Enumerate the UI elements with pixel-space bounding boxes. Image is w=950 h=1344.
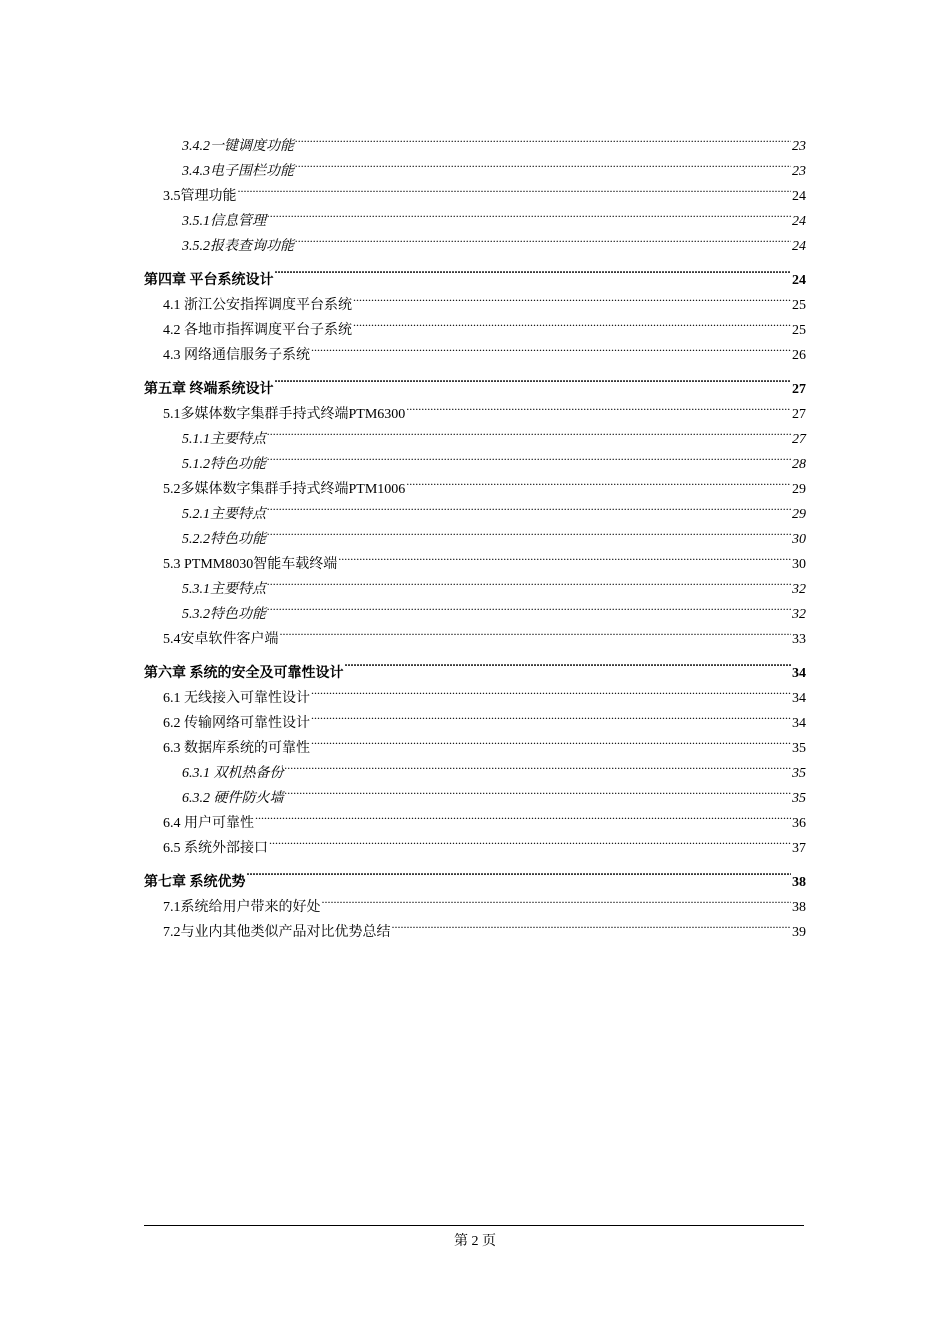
toc-leader-dots: [267, 200, 791, 225]
toc-leader-dots: [322, 886, 792, 911]
toc-entry-page: 24: [792, 239, 806, 254]
toc-entry-label: 7.2与业内其他类似产品对比优势总结: [163, 925, 391, 940]
toc-entry-label: 6.3.2 硬件防火墙: [182, 791, 284, 806]
toc-leader-dots: [280, 618, 792, 643]
toc-leader-dots: [255, 802, 791, 827]
toc-entry-page: 32: [792, 582, 806, 597]
toc-entry-page: 29: [792, 482, 806, 497]
toc-entry-page: 23: [792, 139, 806, 154]
toc-entry-label: 3.5管理功能: [163, 189, 237, 204]
toc-entry-label: 6.3 数据库系统的可靠性: [163, 741, 310, 756]
table-of-contents: [144, 125, 806, 940]
toc-leader-dots: [247, 852, 792, 886]
toc-leader-dots: [238, 175, 792, 200]
toc-entry-page: 25: [792, 298, 806, 313]
toc-leader-dots: [267, 518, 791, 543]
toc-entry-label: 4.1 浙江公安指挥调度平台系统: [163, 298, 352, 313]
toc-leader-dots: [311, 702, 791, 727]
toc-entry-label: 4.2 各地市指挥调度平台子系统: [163, 323, 352, 338]
toc-entry-label: 5.3 PTMM8030智能车载终端: [163, 557, 338, 572]
toc-entry-page: 24: [792, 214, 806, 229]
toc-entry-label: 5.3.2特色功能: [182, 607, 266, 622]
toc-leader-dots: [353, 284, 791, 309]
toc-leader-dots: [267, 418, 791, 443]
footer-divider: [144, 1225, 804, 1226]
toc-entry-label: 6.4 用户可靠性: [163, 816, 254, 831]
toc-entry-page: 27: [792, 432, 806, 447]
toc-leader-dots: [311, 334, 791, 359]
toc-leader-dots: [392, 911, 792, 936]
toc-entry-page: 32: [792, 607, 806, 622]
toc-leader-dots: [311, 727, 791, 752]
toc-leader-dots: [311, 677, 791, 702]
toc-entry-label: 第五章 终端系统设计: [144, 382, 274, 397]
page-number: 第 2 页: [454, 1234, 496, 1249]
toc-entry-page: 38: [792, 900, 806, 915]
toc-leader-dots: [406, 468, 791, 493]
toc-entry-label: 6.3.1 双机热备份: [182, 766, 284, 781]
toc-leader-dots: [267, 593, 791, 618]
toc-leader-dots: [338, 543, 791, 568]
toc-leader-dots: [295, 150, 791, 175]
toc-entry-page: 24: [792, 189, 806, 204]
toc-entry-page: 34: [792, 666, 806, 681]
toc-leader-dots: [295, 225, 791, 250]
toc-leader-dots: [285, 777, 792, 802]
toc-entry-page: 27: [792, 382, 806, 397]
toc-entry-label: 7.1系统给用户带来的好处: [163, 900, 321, 915]
toc-leader-dots: [275, 250, 792, 284]
toc-entry-label: 第四章 平台系统设计: [144, 273, 274, 288]
toc-entry-label: 第六章 系统的安全及可靠性设计: [144, 666, 344, 681]
toc-entry-label: 3.5.2报表查询功能: [182, 239, 294, 254]
toc-entry-page: 30: [792, 557, 806, 572]
toc-entry-page: 35: [792, 791, 806, 806]
toc-entry-label: 4.3 网络通信服务子系统: [163, 348, 310, 363]
toc-leader-dots: [267, 568, 791, 593]
toc-leader-dots: [345, 643, 792, 677]
toc-entry-page: 34: [792, 716, 806, 731]
toc-entry-page: 23: [792, 164, 806, 179]
toc-entry-page: 24: [792, 273, 806, 288]
toc-entry-page: 30: [792, 532, 806, 547]
toc-entry-page: 26: [792, 348, 806, 363]
toc-entry-page: 35: [792, 741, 806, 756]
toc-entry-page: 37: [792, 841, 806, 856]
toc-entry-page: 25: [792, 323, 806, 338]
toc-entry-page: 29: [792, 507, 806, 522]
toc-entry-page: 38: [792, 875, 806, 890]
toc-leader-dots: [406, 393, 791, 418]
toc-entry-label: 6.2 传输网络可靠性设计: [163, 716, 310, 731]
toc-entry-page: 36: [792, 816, 806, 831]
toc-leader-dots: [285, 752, 792, 777]
toc-entry-page: 34: [792, 691, 806, 706]
toc-entry-label: 6.5 系统外部接口: [163, 841, 268, 856]
toc-entry-page: 33: [792, 632, 806, 647]
toc-entry-label: 3.5.1信息管理: [182, 214, 266, 229]
toc-leader-dots: [267, 493, 791, 518]
toc-entry[interactable]: [144, 175, 806, 204]
toc-entry-page: 39: [792, 925, 806, 940]
toc-entry[interactable]: [144, 200, 806, 229]
toc-entry-label: 第七章 系统优势: [144, 875, 246, 890]
toc-entry-page: 35: [792, 766, 806, 781]
toc-entry-label: 5.4安卓软件客户端: [163, 632, 279, 647]
toc-entry-label: 3.4.3电子围栏功能: [182, 164, 294, 179]
toc-leader-dots: [295, 125, 791, 150]
toc-entry-label: 5.1.2特色功能: [182, 457, 266, 472]
toc-leader-dots: [267, 443, 791, 468]
toc-entry-label: 5.1多媒体数字集群手持式终端PTM6300: [163, 407, 406, 422]
toc-entry-label: 6.1 无线接入可靠性设计: [163, 691, 310, 706]
toc-entry-label: 5.3.1主要特点: [182, 582, 266, 597]
toc-entry-page: 27: [792, 407, 806, 422]
toc-entry-label: 5.2.1主要特点: [182, 507, 266, 522]
toc-entry-page: 28: [792, 457, 806, 472]
toc-entry-label: 5.1.1主要特点: [182, 432, 266, 447]
toc-entry-label: 5.2多媒体数字集群手持式终端PTM1006: [163, 482, 406, 497]
toc-entry-label: 3.4.2一键调度功能: [182, 139, 294, 154]
toc-entry-label: 5.2.2特色功能: [182, 532, 266, 547]
toc-entry[interactable]: [144, 125, 806, 154]
toc-leader-dots: [269, 827, 791, 852]
toc-leader-dots: [275, 359, 792, 393]
toc-leader-dots: [353, 309, 791, 334]
